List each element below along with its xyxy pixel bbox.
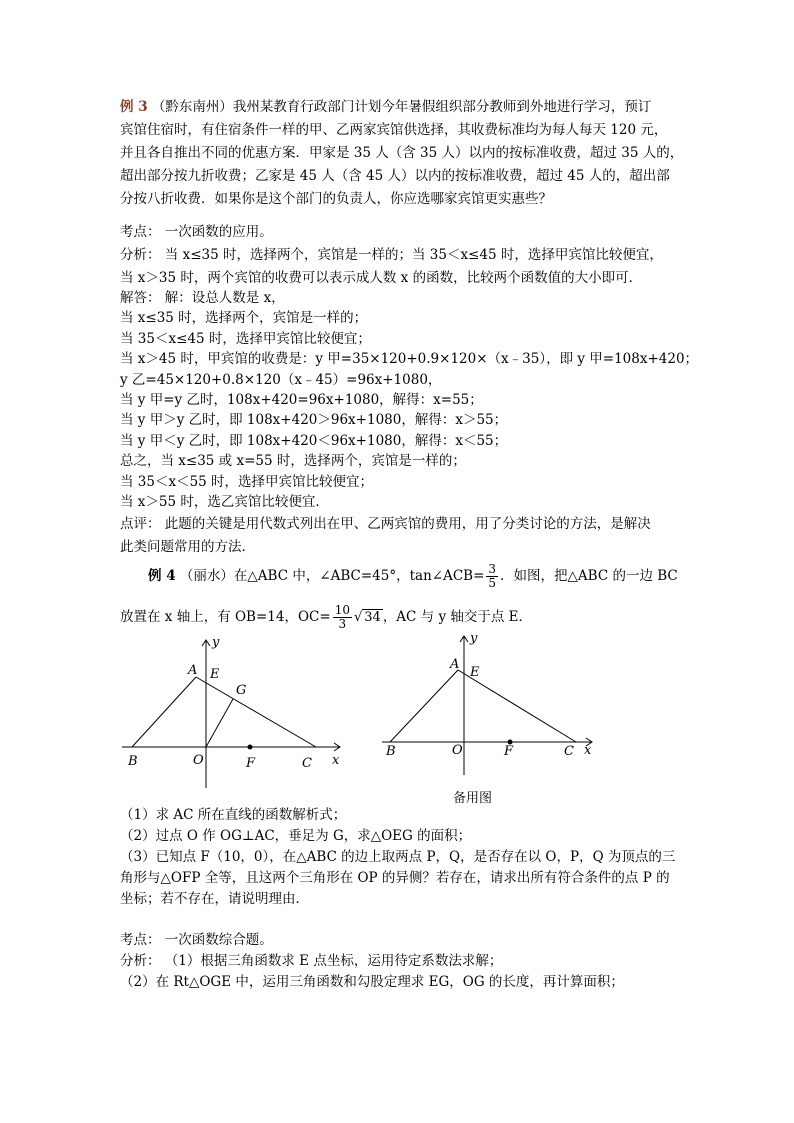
- sol3-line-3: 当 x＞45 时，甲宾馆的收费是：y 甲=35×120+0.9×120×（x﹣35），即 y 甲=108x+420；: [120, 351, 699, 367]
- ex3-line-5: 分按八折收费．如果你是这个部门的负责人，你应选哪家宾馆更实惠些？: [120, 191, 552, 207]
- ex3-line-3: 并且各自推出不同的优惠方案．甲家是 35 人（含 35 人）以内的按标准收费，超过 35 人的，: [120, 145, 684, 161]
- oc-numerator: 10: [334, 603, 350, 617]
- ex4-label: 例 4: [148, 568, 176, 584]
- fig2-label-e: E: [470, 665, 480, 680]
- oc-sqrt: √ 34: [353, 610, 381, 625]
- tan-denominator: 5: [488, 576, 497, 590]
- figure-2: [378, 630, 608, 780]
- tan-fraction: [486, 563, 498, 590]
- sol3-line-4: y 乙=45×120+0.8×120（x﹣45）=96x+1080，: [120, 372, 442, 388]
- oc-denominator: 3: [338, 617, 347, 631]
- sol4-fenxi-2: （2）在 Rt△OGE 中，运用三角函数和勾股定理求 EG，OG 的长度，再计算面积；: [120, 974, 624, 990]
- fig2-label-o: O: [452, 743, 463, 758]
- ex3-label: 例 3: [120, 99, 148, 115]
- ex4-line-1: [120, 563, 708, 590]
- fig1-side-ab: [132, 677, 196, 747]
- fig2-label-f: F: [504, 744, 514, 759]
- fig2-label-a: A: [450, 657, 460, 672]
- fig1-label-f: F: [246, 756, 256, 771]
- sol3-jieda: 解答： 解：设总人数是 x，: [120, 290, 285, 306]
- sol3-fenxi-1: 分析： 当 x≤35 时，选择两个，宾馆是一样的；当 35＜x≤45 时，选择甲宾馆比较便宜，: [120, 247, 663, 263]
- fig1-label-y: y: [212, 635, 220, 650]
- oc-radicand: 34: [364, 610, 381, 625]
- ex4-question-2: （2）过点 O 作 OG⊥AC，垂足为 G，求△OEG 的面积；: [120, 828, 472, 844]
- sol3-line-5: 当 y 甲=y 乙时，108x+420=96x+1080，解得：x=55；: [120, 392, 483, 408]
- ex4-question-3c: 坐标；若不存在，请说明理由．: [120, 891, 309, 907]
- sol3-dianping-2: 此类问题常用的方法．: [120, 539, 255, 555]
- ex4-line-2: [120, 604, 680, 631]
- tan-numerator: 3: [488, 562, 497, 576]
- fig2-label-x: x: [584, 743, 592, 758]
- ex3-line-1: [120, 96, 680, 119]
- fig2-label-y: y: [470, 631, 478, 646]
- sol3-line-8: 总之，当 x≤35 或 x=55 时，选择两个，宾馆是一样的；: [120, 453, 466, 469]
- fig1-label-g: G: [236, 683, 247, 698]
- ex3-line-4: 超出部分按九折收费；乙家是 45 人（含 45 人）以内的按标准收费，超过 45 人的，超出部: [120, 168, 670, 184]
- ex4-text-2a: 放置在 x 轴上，有 OB=14，OC=: [120, 609, 331, 625]
- ex4-text-2b: ，AC 与 y 轴交于点 E．: [382, 609, 533, 625]
- fig1-label-c: C: [302, 756, 312, 771]
- ex3-text-1: （黔东南州）我州某教育行政部门计划今年暑假组织部分教师到外地进行学习，预订: [151, 99, 652, 115]
- ex3-line-2: 宾馆住宿时，有住宿条件一样的甲、乙两家宾馆供选择，其收费标准均为每人每天 120 元，: [120, 122, 668, 138]
- ex4-question-1: （1）求 AC 所在直线的函数解析式；: [120, 807, 347, 823]
- sol3-line-2: 当 35＜x≤45 时，选择甲宾馆比较便宜；: [120, 331, 371, 347]
- figure-1: [118, 630, 348, 790]
- sol4-fenxi-1: 分析： （1）根据三角函数求 E 点坐标，运用待定系数法求解；: [120, 953, 503, 969]
- oc-fraction: [333, 604, 352, 631]
- fig2-label-b: B: [386, 744, 396, 759]
- fig2-side-ab: [390, 670, 458, 742]
- fig1-side-ac: [196, 677, 316, 747]
- fig1-label-e: E: [210, 667, 220, 682]
- sol3-line-9: 当 35＜x＜55 时，选择甲宾馆比较便宜；: [120, 474, 374, 490]
- sol3-kaodian: 考点： 一次函数的应用。: [120, 224, 273, 240]
- fig1-point-f: [248, 745, 253, 750]
- sol3-dianping-1: 点评： 此题的关键是用代数式列出在甲、乙两宾馆的费用，用了分类讨论的方法，是解决: [120, 516, 651, 532]
- sol3-line-6: 当 y 甲＞y 乙时，即 108x+420＞96x+1080，解得：x＞55；: [120, 412, 508, 428]
- sol3-line-7: 当 y 甲＜y 乙时，即 108x+420＜96x+1080，解得：x＜55；: [120, 433, 508, 449]
- ex4-text-1a: （丽水）在△ABC 中，∠ABC=45°，tan∠ACB=: [179, 568, 485, 584]
- fig1-label-x: x: [332, 753, 340, 768]
- sol3-fenxi-2: 当 x＞35 时，两个宾馆的收费可以表示成人数 x 的函数，比较两个函数值的大小即可．: [120, 270, 643, 286]
- sol3-line-10: 当 x＞55 时，选乙宾馆比较便宜．: [120, 494, 329, 510]
- sol3-line-1: 当 x≤35 时，选择两个，宾馆是一样的；: [120, 310, 368, 326]
- fig1-label-a: A: [188, 663, 198, 678]
- sol4-kaodian: 考点： 一次函数综合题。: [120, 932, 273, 948]
- fig2-caption: 备用图: [453, 791, 493, 806]
- ex4-question-3a: （3）已知点 F（10，0），在△ABC 的边上取两点 P，Q，是否存在以 O，P，Q 为顶点的三: [120, 849, 676, 865]
- fig1-label-o: O: [193, 753, 204, 768]
- fig2-side-ac: [458, 670, 576, 742]
- ex4-text-1b: ．如图，把△ABC 的一边 BC: [500, 568, 678, 584]
- fig2-label-c: C: [564, 744, 574, 759]
- fig1-segment-og: [206, 699, 233, 747]
- fig1-label-b: B: [128, 754, 138, 769]
- ex4-question-3b: 角形与△OFP 全等，且这两个三角形在 OP 的异侧？若存在，请求出所有符合条件的点 P 的: [120, 870, 670, 886]
